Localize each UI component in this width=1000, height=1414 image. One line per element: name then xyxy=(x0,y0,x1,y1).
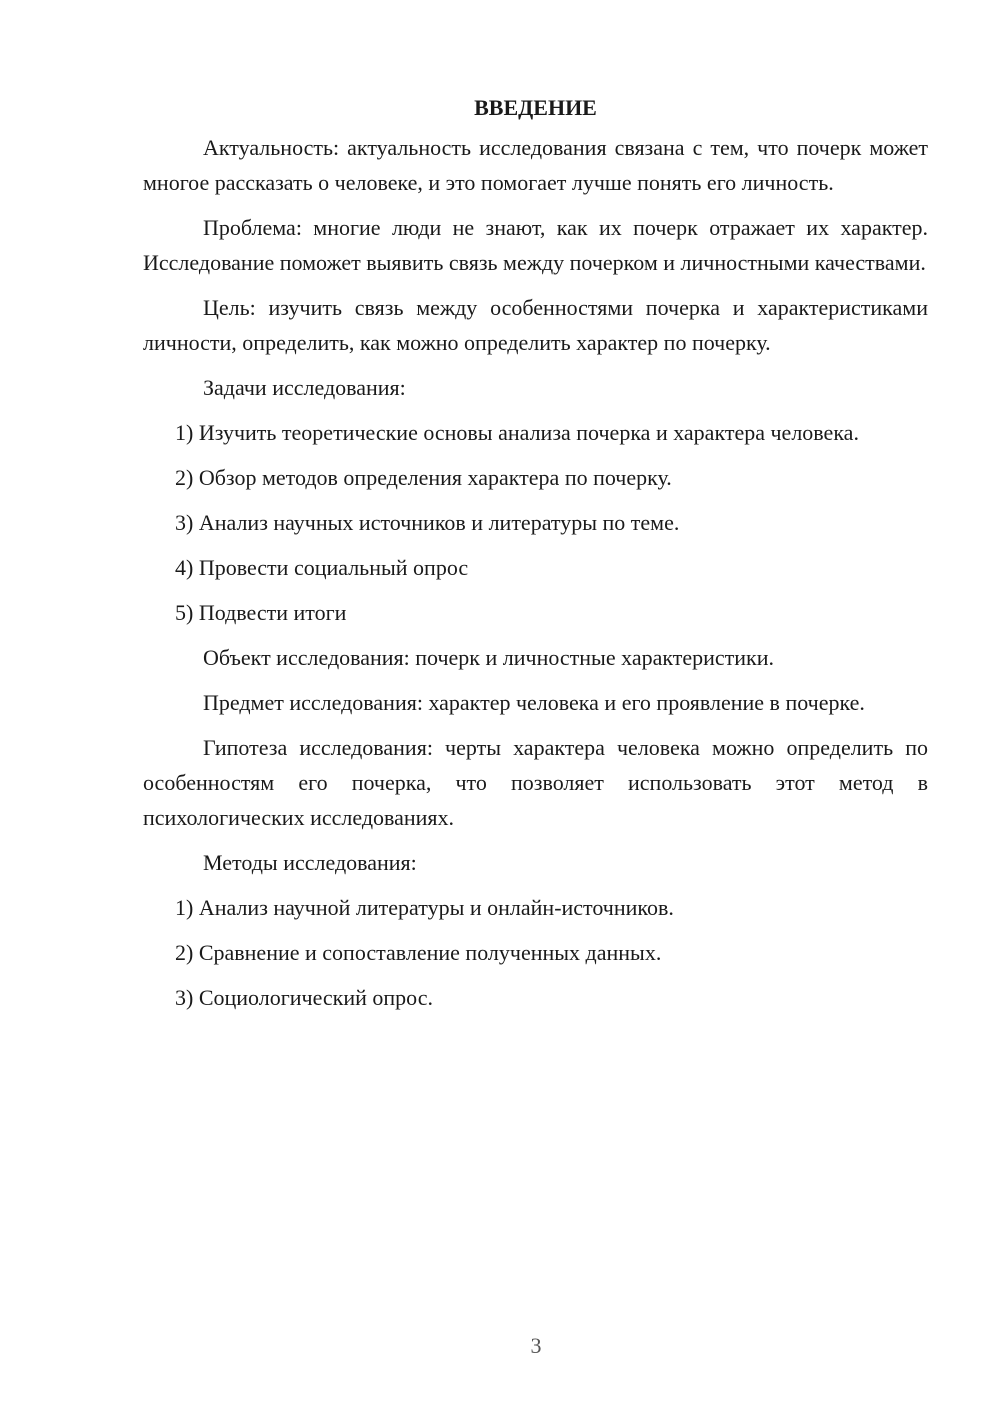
page-title: ВВЕДЕНИЕ xyxy=(474,95,597,120)
task-item-5: 5) Подвести итоги xyxy=(175,600,347,625)
problem-paragraph: Проблема: многие люди не знают, как их почерк отражает их характер. Исследование поможет выявить связь между почерком и личностными качествами. xyxy=(143,215,928,275)
method-item-3: 3) Социологический опрос. xyxy=(175,985,433,1010)
method-item-1: 1) Анализ научной литературы и онлайн-источников. xyxy=(175,895,674,920)
task-item-4: 4) Провести социальный опрос xyxy=(175,555,469,580)
object-paragraph: Объект исследования: почерк и личностные характеристики. xyxy=(203,645,775,670)
methods-heading: Методы исследования: xyxy=(203,850,417,875)
task-item-2: 2) Обзор методов определения характера по почерку. xyxy=(175,465,672,490)
goal-paragraph: Цель: изучить связь между особенностями почерка и характеристиками личности, определить, как можно определить характер по почерку. xyxy=(143,295,928,355)
document-page xyxy=(143,90,928,1025)
task-item-3: 3) Анализ научных источников и литературы по теме. xyxy=(175,510,680,535)
subject-paragraph: Предмет исследования: характер человека и его проявление в почерке. xyxy=(203,690,865,715)
method-item-2: 2) Сравнение и сопоставление полученных данных. xyxy=(175,940,662,965)
page-number: 3 xyxy=(530,1333,542,1358)
relevance-paragraph: Актуальность: актуальность исследования связана с тем, что почерк может многое рассказать о человеке, и это помогает лучше понять его личность. xyxy=(143,135,928,195)
hypothesis-paragraph: Гипотеза исследования: черты характера человека можно определить по особенностям его почерка, что позволяет использовать этот метод в психологических исследованиях. xyxy=(143,735,928,830)
task-item-1: 1) Изучить теоретические основы анализа почерка и характера человека. xyxy=(175,420,859,445)
tasks-heading: Задачи исследования: xyxy=(203,375,406,400)
